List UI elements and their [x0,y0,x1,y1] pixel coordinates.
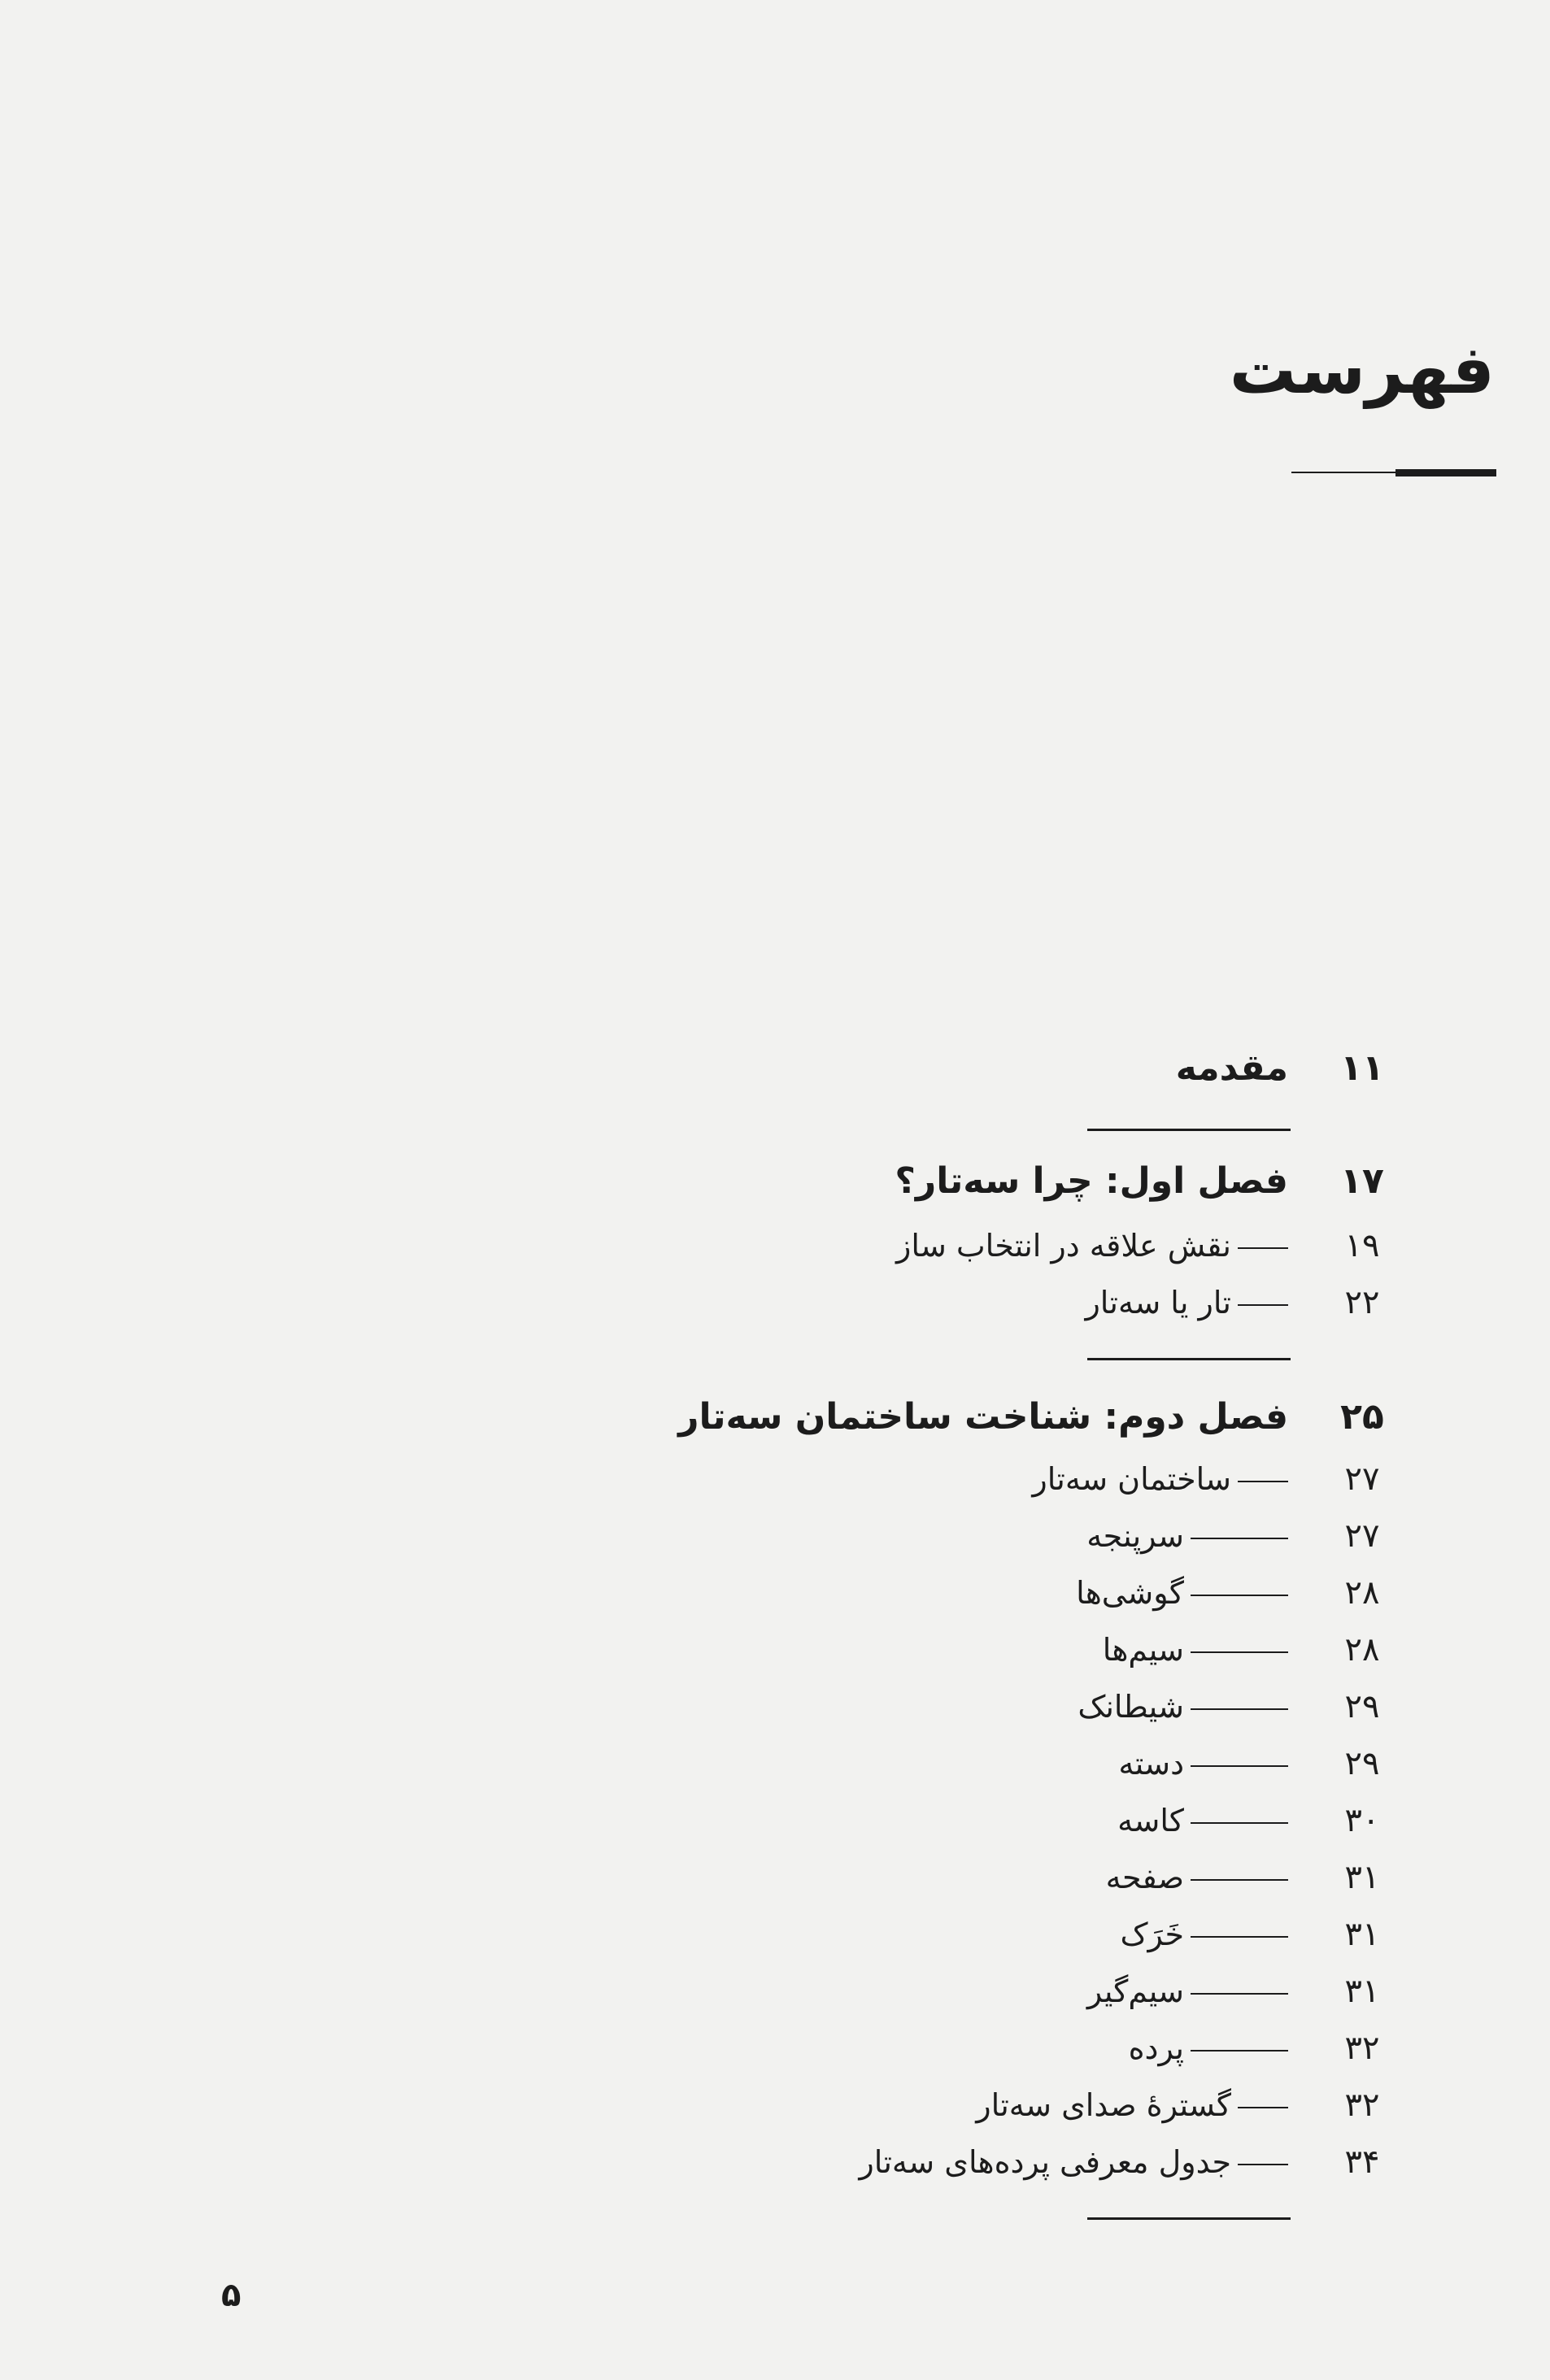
leader-line [1191,1651,1288,1653]
toc-page-number: ۱۱ [1340,1047,1384,1089]
toc-entry [0,1735,1550,1792]
leader-line [1191,1595,1288,1596]
page-title: فهرست [1229,332,1495,409]
leader-line [1238,1304,1288,1306]
toc-page-number: ۳۲ [1344,2030,1380,2067]
leader-line [1191,2050,1288,2051]
leader-line [1191,1822,1288,1824]
toc-page-number: ۲۵ [1340,1396,1384,1438]
toc-entry-title: خَرَک [1120,1917,1184,1952]
toc-entry-title: شیطانک [1078,1689,1184,1725]
toc-entry-title: سیم‌گیر [1086,1973,1184,2009]
toc-entry-title: فصل دوم: شناخت ساختمان سه‌تار [678,1396,1288,1438]
section-divider [1087,1358,1291,1360]
toc-entry [0,1849,1550,1906]
toc-page-number: ۲۷ [1344,1517,1380,1555]
toc-page-number: ۲۹ [1344,1688,1380,1725]
toc-entry [0,1564,1550,1621]
toc-entry-title: تار یا سه‌تار [1085,1285,1231,1321]
toc-entry-title: ساختمان سه‌تار [1032,1461,1231,1497]
toc-entry [0,1906,1550,1963]
toc-page-number: ۲۲ [1344,1284,1380,1321]
toc-page-number: ۲۷ [1344,1460,1380,1498]
toc-entry [0,2077,1550,2134]
leader-line [1191,1936,1288,1938]
toc-entry-title: دسته [1118,1746,1184,1782]
toc-entry [0,2134,1550,2191]
leader-line [1238,2107,1288,2108]
toc-entry-title: صفحه [1105,1860,1184,1895]
toc-page-number: ۲۸ [1344,1574,1380,1612]
leader-line [1191,1879,1288,1881]
toc-entry-title: سرپنجه [1086,1518,1184,1554]
toc-entry [0,1451,1550,1508]
toc-page-number: ۲۸ [1344,1631,1380,1669]
toc-page-number: ۳۴ [1344,2143,1380,2181]
toc-entry-title: پرده [1128,2030,1184,2066]
toc-entry [0,1217,1550,1274]
toc-entry-title: گوشی‌ها [1076,1575,1184,1611]
toc-page-number: ۳۱ [1344,1916,1380,1953]
leader-line [1191,1708,1288,1710]
toc-entry [0,2020,1550,2077]
toc-page-number: ۳۱ [1344,1859,1380,1896]
toc-entry [0,1274,1550,1331]
toc-page-number: ۳۲ [1344,2086,1380,2124]
toc-page-number: ۳۱ [1344,1973,1380,2010]
toc-entry-title: گسترهٔ صدای سه‌تار [976,2087,1231,2123]
leader-line [1191,1765,1288,1767]
leader-line [1238,2164,1288,2165]
section-divider [1087,2217,1291,2220]
toc-entry-title: جدول معرفی پرده‌های سه‌تار [859,2144,1231,2180]
section-divider [1087,1129,1291,1131]
toc-entry-intro [0,1040,1550,1097]
toc-entry [0,1963,1550,2020]
leader-line [1238,1481,1288,1482]
toc-page-number: ۱۷ [1340,1160,1384,1202]
toc-entry-title: سیم‌ها [1102,1632,1184,1668]
toc-entry-title: کاسه [1117,1803,1184,1838]
toc-page-number: ۳۰ [1344,1802,1380,1839]
page-number: ۵ [221,2277,242,2314]
toc-entry [0,1508,1550,1564]
leader-line [1191,1993,1288,1995]
toc-entry-chapter-2 [0,1389,1550,1446]
toc-entry [0,1792,1550,1849]
toc-entry [0,1678,1550,1735]
toc-entry-title: مقدمه [1175,1047,1288,1089]
toc-entry-chapter-1 [0,1153,1550,1210]
toc-page-number: ۱۹ [1344,1227,1380,1264]
toc-entry-title: نقش علاقه در انتخاب ساز [896,1228,1231,1264]
toc-entry [0,1621,1550,1678]
toc-entry-title: فصل اول: چرا سه‌تار؟ [895,1160,1288,1202]
toc-page-number: ۲۹ [1344,1745,1380,1782]
leader-line [1191,1538,1288,1539]
leader-line [1238,1247,1288,1249]
